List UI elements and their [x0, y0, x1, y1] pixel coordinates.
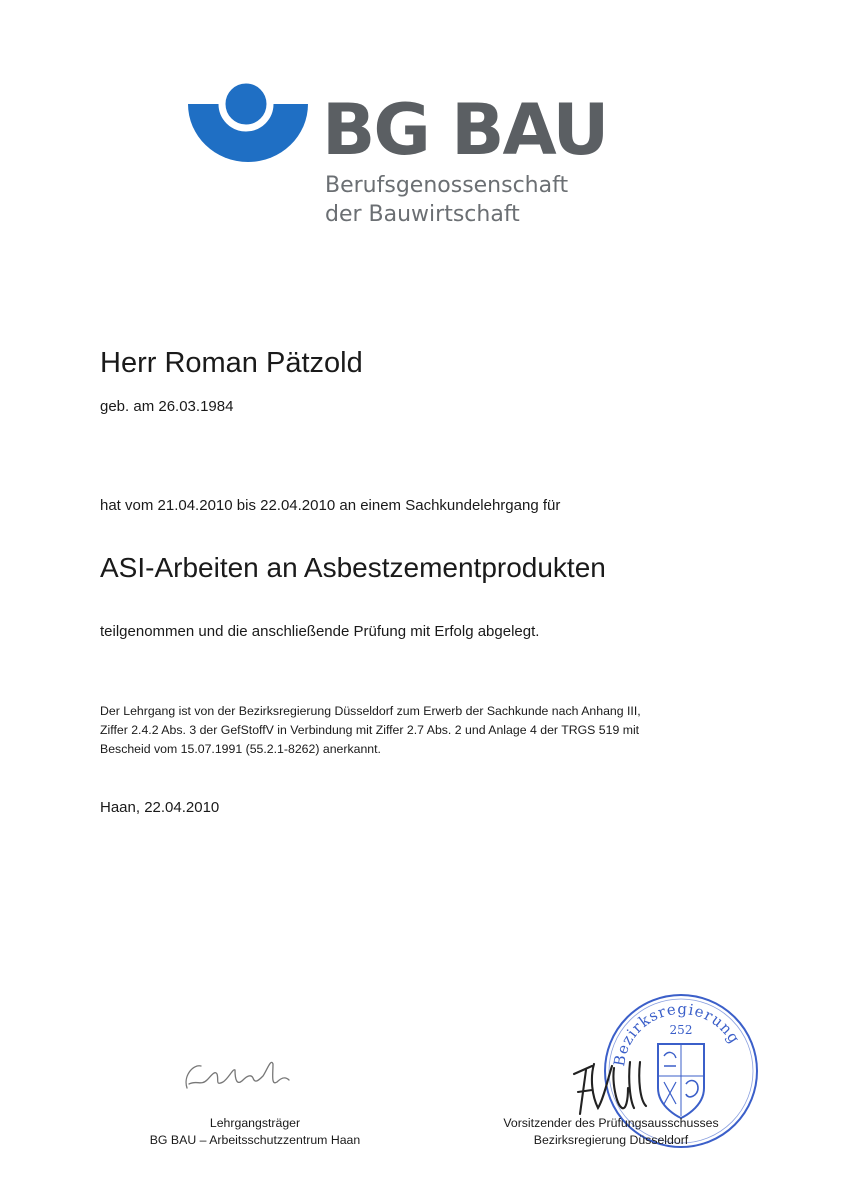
- brand-name: BG BAU: [322, 89, 608, 171]
- seal-number: 252: [669, 1023, 693, 1037]
- course-title: ASI-Arbeiten an Asbestzementprodukten: [100, 552, 606, 583]
- seal-text: Bezirksregierung: [610, 999, 744, 1068]
- left-signature-role: Lehrgangsträger: [209, 1116, 301, 1130]
- brand-subtitle-line-2: der Bauwirtschaft: [325, 202, 520, 227]
- recognition-line-1: Der Lehrgang ist von der Bezirksregierung Düsseldorf zum Erwerb der Sachkunde nach Anhang III,: [100, 704, 641, 718]
- place-date: Haan, 22.04.2010: [100, 799, 220, 816]
- right-signature-caption: [470, 1115, 752, 1149]
- course-intro: hat vom 21.04.2010 bis 22.04.2010 an einem Sachkundelehrgang für: [100, 497, 561, 514]
- left-signature-org: BG BAU – Arbeitsschutzzentrum Haan: [149, 1133, 361, 1147]
- bg-bau-logo-icon: [188, 80, 308, 162]
- right-signature-icon: [568, 1048, 668, 1122]
- recipient-name: Herr Roman Pätzold: [100, 347, 363, 379]
- logo-circle-shape: [222, 80, 270, 128]
- left-signature-caption: [120, 1115, 390, 1149]
- brand-subtitle-line-1: Berufsgenossenschaft: [325, 173, 569, 198]
- right-signature-org: Bezirksregierung Düsseldorf: [533, 1133, 689, 1147]
- birth-date: geb. am 26.03.1984: [100, 398, 234, 415]
- result-statement: teilgenommen und die anschließende Prüfung mit Erfolg abgelegt.: [100, 623, 540, 640]
- recognition-line-3: Bescheid vom 15.07.1991 (55.2.1-8262) anerkannt.: [100, 742, 381, 756]
- right-signature-role: Vorsitzender des Prüfungsausschusses: [503, 1116, 719, 1130]
- left-signature-icon: [175, 1050, 305, 1098]
- recognition-line-2: Ziffer 2.4.2 Abs. 3 der GefStoffV in Verbindung mit Ziffer 2.7 Abs. 2 und Anlage 4 der TRGS 519 mit: [100, 723, 640, 737]
